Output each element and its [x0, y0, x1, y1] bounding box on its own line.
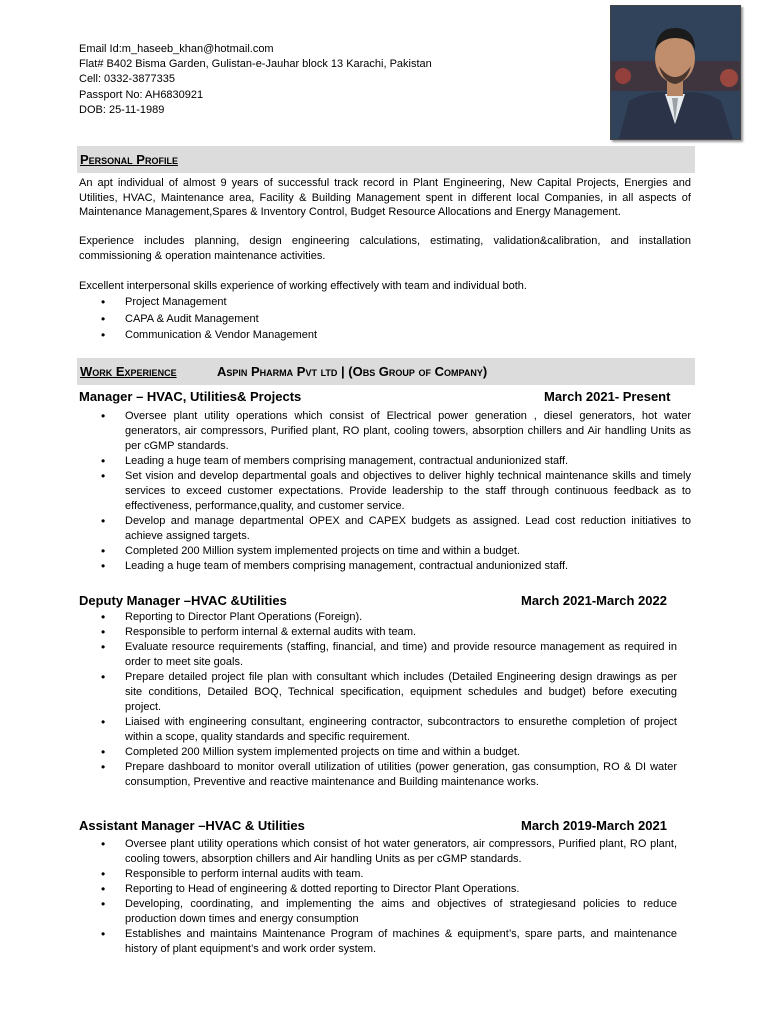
list-item: • CAPA & Audit Management: [79, 311, 691, 328]
list-item: • Reporting to Head of engineering & dotted reporting to Director Plant Operations.: [79, 882, 677, 897]
passport-line: Passport No: AH6830921: [79, 88, 204, 101]
profile-paragraph-1: An apt individual of almost 9 years of successful track record in Plant Engineering, New Capital Projects, Energies and Utilities, HVAC, Maintenance area, Facility & Building Management spent in different local Companies, in all aspects of Maintenance Management,Spares & Inventory Control, Budget Resource Allocations and Energy Management.: [79, 177, 691, 219]
list-item: • Leading a huge team of members comprising management, contractual andunionized staff.: [79, 454, 691, 469]
email-line: Email Id:m_haseeb_khan@hotmail.com: [79, 43, 274, 55]
list-item: • Responsible to perform internal audits with team.: [79, 867, 677, 882]
list-item: • Project Management: [79, 294, 691, 311]
list-item: • Communication & Vendor Management: [79, 327, 691, 344]
list-item: • Completed 200 Million system implemented projects on time and within a budget.: [79, 745, 677, 760]
job-bullet-list: [79, 610, 677, 790]
job-dates: March 2021- Present: [544, 389, 671, 404]
list-item: • Oversee plant utility operations which consist of Electrical power generation , diesel generators, hot water generators, air compressors, Purified plant, RO plant, cooling towers, absorption chillers and Air handling Units as per cGMP standards.: [79, 409, 691, 454]
list-item: • Developing, coordinating, and implementing the aims and objectives of strategiesand policies to reduce production down times and energy consumption: [79, 897, 677, 927]
job-bullet-list: [79, 837, 677, 957]
cell-line: Cell: 0332-3877335: [79, 73, 176, 86]
list-item: • Liaised with engineering consultant, engineering contractor, subcontractors to ensurethe completion of project within a scope, quality standards and specific requirement.: [79, 715, 677, 745]
list-item: • Prepare dashboard to monitor overall utilization of utilities (power generation, gas consumption, RO & DI water consumption, Preventive and reactive maintenance and Building maintenance works.: [79, 760, 677, 790]
profile-photo: [610, 5, 741, 140]
job-title: Assistant Manager –HVAC & Utilities: [79, 818, 305, 833]
profile-paragraph-2: Experience includes planning, design engineering calculations, estimating, validation&calibration, and installation commissioning & operation maintenance activities.: [79, 235, 691, 262]
personal-profile-heading: Personal Profile: [80, 152, 178, 167]
skills-list: [79, 294, 691, 344]
list-item: • Evaluate resource requirements (staffing, financial, and time) and provide resource management as required in order to meet site goals.: [79, 640, 677, 670]
job-title: Deputy Manager –HVAC &Utilities: [79, 593, 287, 608]
personal-profile-header: [77, 146, 695, 173]
list-item: • Establishes and maintains Maintenance Program of machines & equipment’s, spare parts, and maintenance history of plant equipment’s and work order system.: [79, 927, 677, 957]
list-item: • Completed 200 Million system implemented projects on time and within a budget.: [79, 544, 691, 559]
dob-line: DOB: 25-11-1989: [79, 103, 165, 116]
list-item: • Oversee plant utility operations which consist of hot water generators, air compressors, Purified plant, RO plant, cooling towers, absorption chillers and Air handling Units as per cGMP standards.: [79, 837, 677, 867]
list-item: • Leading a huge team of members comprising management, contractual andunionized staff.: [79, 559, 691, 574]
company-name: Aspin Pharma Pvt ltd | (Obs Group of Company): [217, 364, 488, 379]
profile-paragraph-3: Excellent interpersonal skills experience of working effectively with team and individual both.: [79, 280, 527, 292]
work-experience-heading: Work Experience: [80, 364, 177, 379]
job-dates: March 2021-March 2022: [521, 593, 667, 608]
address-line: Flat# B402 Bisma Garden, Gulistan-e-Jauhar block 13 Karachi, Pakistan: [79, 58, 432, 71]
contact-block: [79, 42, 432, 118]
list-item: • Reporting to Director Plant Operations (Foreign).: [79, 610, 677, 625]
list-item: • Responsible to perform internal & external audits with team.: [79, 625, 677, 640]
list-item: • Set vision and develop departmental goals and objectives to deliver highly technical maintenance skills and timely services to exceed customer expectations. Provide leadership to the staff through continuous feedback as to effectiveness, performance,quality, and customer service.: [79, 469, 691, 514]
job-bullet-list: [79, 409, 691, 574]
list-item: • Develop and manage departmental OPEX and CAPEX budgets as assigned. Lead cost reduction initiatives to achieve assigned targets.: [79, 514, 691, 544]
job-dates: March 2019-March 2021: [521, 818, 667, 833]
work-experience-header: [77, 358, 695, 385]
list-item: • Prepare detailed project file plan with consultant which includes (Detailed Engineering design drawings as per site conditions, Detailed BOQ, Technical specification, equipment schedules and budget) before executing project.: [79, 670, 677, 715]
job-title: Manager – HVAC, Utilities& Projects: [79, 389, 302, 404]
